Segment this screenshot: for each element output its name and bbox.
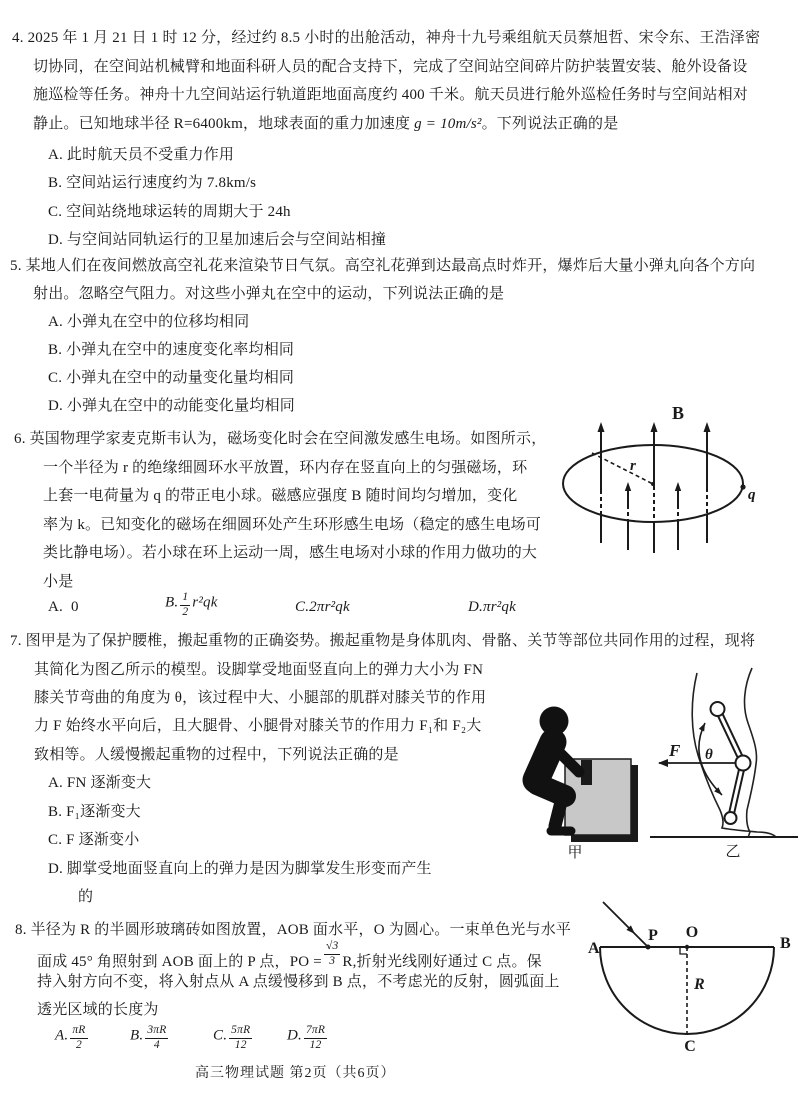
- point-P-label: P: [648, 927, 658, 944]
- point-O-dot: [685, 945, 689, 949]
- q4-option-d: D. 与空间站同轨运行的卫星加速后会与空间站相撞: [48, 232, 387, 248]
- q7-option-b: B. F₁逐渐变大: [48, 804, 141, 820]
- q6-option-d-body: πr²qk: [482, 599, 516, 615]
- q8-option-a-num: πR: [70, 1025, 87, 1039]
- q4-stem-line1: 4. 2025 年 1 月 21 日 1 时 12 分，经过约 8.5 小时的出舱活动，神舟十九号乘组航天员蔡旭哲、宋令东、王浩泽密: [12, 30, 761, 46]
- q8-option-d-den: 12: [309, 1038, 322, 1051]
- q7-option-d-wrap: 的: [78, 889, 94, 905]
- q4-option-a: A. 此时航天员不受重力作用: [48, 147, 235, 163]
- q8-stem-line3: 持入射方向不变，将入射点从 A 点缓慢移到 B 点，不考虑光的反射，圆弧面上: [37, 974, 560, 990]
- q6-option-c: [295, 597, 350, 617]
- q5-option-d: D. 小弹丸在空中的动能变化量均相同: [48, 398, 295, 414]
- q8-stem-line2: [37, 940, 542, 970]
- radius-label: r: [630, 458, 636, 474]
- q4-option-c: C. 空间站绕地球运转的周期大于 24h: [48, 204, 291, 220]
- theta-arc-arrow-top: [699, 723, 705, 732]
- b-field-label: B: [672, 403, 685, 423]
- ring-center-dot: [651, 482, 655, 486]
- angle-label: θ: [705, 747, 713, 763]
- q4-option-b: B. 空间站运行速度约为 7.8km/s: [48, 175, 257, 191]
- q6-stem-line2: 一个半径为 r 的绝缘细圆环水平放置，环内存在竖直向上的匀强磁场，环: [43, 460, 528, 476]
- force-label: F: [669, 741, 681, 760]
- q6-option-b-frac-top: 1: [180, 592, 190, 606]
- q7-stem-line3: 膝关节弯曲的角度为 θ，该过程中大、小腿部的肌群对膝关节的作用: [34, 690, 487, 706]
- q7-figure-knee-model: [645, 660, 800, 865]
- q6-stem-line1: 6. 英国物理学家麦克斯韦认为，磁场变化时会在空间激发感生电场。如图所示，: [14, 431, 547, 447]
- q8-line2-text: 面成 45° 角照射到 AOB 面上的 P 点，PO =: [37, 953, 322, 970]
- point-A-label: A: [588, 940, 600, 957]
- q6-option-a: [48, 597, 79, 617]
- q7-option-c: C. F 逐渐变小: [48, 832, 140, 848]
- q8-option-d: [287, 1025, 329, 1051]
- point-B-label: B: [780, 935, 791, 952]
- q8-option-c-den: 12: [234, 1038, 247, 1051]
- q6-stem-line5: 类比静电场）。若小球在环上运动一周，感生电场对小球的作用力做功的大: [43, 545, 538, 561]
- q8-option-a-label: A.: [55, 1027, 69, 1044]
- q8-option-b-num: 3πR: [145, 1025, 168, 1039]
- q6-option-b-label: B.: [165, 594, 179, 611]
- q5-option-b: B. 小弹丸在空中的速度变化率均相同: [48, 342, 295, 358]
- q4-stem-line2: 切协同，在空间站机械臂和地面科研人员的配合支持下，完成了空间站空间碎片防护装置安装、舱外设备设: [33, 59, 748, 75]
- q7-option-a: A. FN 逐渐变大: [48, 775, 152, 791]
- q7-figure-person-lifting: [505, 690, 645, 865]
- q4-stem-line3: 施巡检等任务。神舟十九空间站运行轨道距地面高度约 400 千米。航天员进行舱外巡检任务时与空间站相对: [33, 87, 749, 103]
- q8-option-a: [55, 1025, 90, 1051]
- q8-stem-line1: 8. 半径为 R 的半圆形玻璃砖如图放置，AOB 面水平，O 为圆心。一束单色光与水平: [15, 922, 572, 938]
- q5-stem-line2: 射出。忽略空气阻力。对这些小弹丸在空中的运动，下列说法正确的是: [33, 286, 505, 302]
- q5-option-c: C. 小弹丸在空中的动量变化量均相同: [48, 370, 295, 386]
- q7-option-d: D. 脚掌受地面竖直向上的弹力是因为脚掌发生形变而产生: [48, 861, 432, 877]
- q6-option-c-body: 2πr²qk: [309, 599, 350, 615]
- point-C-label: C: [684, 1038, 696, 1055]
- q8-option-c-num: 5πR: [229, 1025, 252, 1039]
- q7-stem-line5: 致相等。人缓慢搬起重物的过程中，下列说法正确的是: [34, 747, 399, 763]
- radius-R-label: R: [694, 976, 705, 993]
- q6-option-d-label: D.: [468, 599, 483, 615]
- q7-stem-line4: 力 F 始终水平向后，且大腿骨、小腿骨对膝关节的作用力 F₁和 F₂大: [34, 718, 482, 734]
- q8-denominator: 3: [329, 954, 336, 967]
- point-P-dot: [646, 945, 651, 950]
- incident-ray: [603, 902, 648, 947]
- q6-option-b: [165, 592, 218, 618]
- q8-option-d-num: 7πR: [304, 1025, 327, 1039]
- q6-option-a-label: A.: [48, 599, 63, 615]
- q8-glass-block-diagram: [580, 885, 800, 1060]
- figure-jia-label: 甲: [567, 845, 583, 861]
- q8-option-a-den: 2: [75, 1038, 82, 1051]
- point-O-label: O: [685, 924, 699, 941]
- q8-option-b: [130, 1025, 170, 1051]
- q4-gravity-formula: g = 10m/s²: [414, 116, 482, 132]
- q6-option-b-frac-bot: 2: [182, 605, 189, 618]
- charge-label: q: [748, 487, 756, 503]
- q6-option-b-body: r²qk: [192, 594, 218, 611]
- q8-option-c-label: C.: [213, 1027, 228, 1044]
- q6-option-c-label: C.: [295, 599, 310, 615]
- q8-option-b-label: B.: [130, 1027, 144, 1044]
- q6-magnetic-ring-diagram: [550, 395, 770, 563]
- q4-line4-text: 静止。已知地球半径 R=6400km，地球表面的重力加速度: [33, 116, 415, 132]
- q4-line4-tail: 。下列说法正确的是: [481, 116, 619, 132]
- q8-sqrt-numerator: √3: [324, 941, 340, 955]
- q6-stem-line3: 上套一电荷量为 q 的带正电小球。磁感应强度 B 随时间均匀增加，变化: [43, 488, 518, 504]
- q8-option-b-den: 4: [153, 1038, 160, 1051]
- q7-stem-line2: 其简化为图乙所示的模型。设脚掌受地面竖直向上的弹力大小为 FN: [34, 662, 484, 678]
- q6-stem-line6: 小是: [43, 574, 74, 590]
- q6-option-d: [468, 597, 516, 617]
- q5-option-a: A. 小弹丸在空中的位移均相同: [48, 314, 250, 330]
- q6-stem-line4: 率为 k。已知变化的磁场在细圆环处产生环形感生电场（稳定的感生电场可: [43, 517, 542, 533]
- page-footer: 高三物理试题 第2页（共6页）: [195, 1066, 396, 1081]
- q7-stem-line1: 7. 图甲是为了保护腰椎，搬起重物的正确姿势。搬起重物是身体肌肉、骨骼、关节等部位共同作用的过程，现将: [10, 633, 756, 649]
- q8-line2-tail: R,折射光线刚好通过 C 点。保: [342, 953, 542, 970]
- charge-dot: [740, 484, 745, 489]
- q8-stem-line4: 透光区域的长度为: [37, 1002, 159, 1018]
- q8-option-c: [213, 1025, 254, 1051]
- figure-yi-label: 乙: [725, 844, 741, 860]
- q5-stem-line1: 5. 某地人们在夜间燃放高空礼花来渲染节日气氛。高空礼花弹到达最高点时炸开，爆炸后大量小弹丸向各个方向: [10, 258, 756, 274]
- force-arrowhead: [658, 759, 668, 767]
- q8-option-d-label: D.: [287, 1027, 302, 1044]
- field-arrows: [598, 422, 711, 553]
- q6-option-a-body: 0: [70, 599, 79, 615]
- q4-stem-line4: [33, 114, 618, 134]
